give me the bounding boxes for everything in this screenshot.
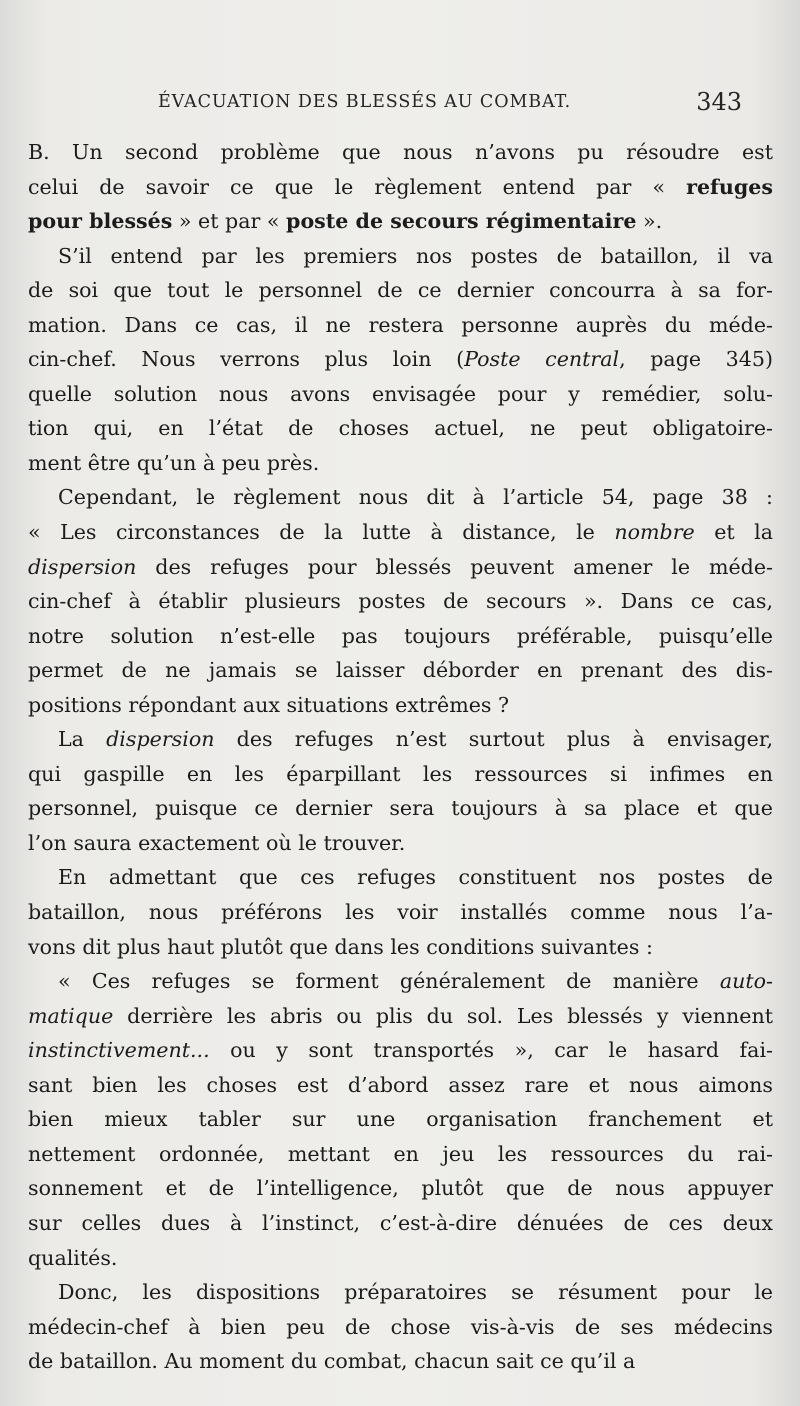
text-line (28, 1171, 773, 1206)
text-segment: médecin-chef à bien peu de chose vis-à-vis de ses médecins (28, 1314, 773, 1339)
text-line (28, 1344, 773, 1379)
text-segment: Donc, les dispositions préparatoires se résument pour le (58, 1280, 773, 1305)
text-line (28, 895, 773, 930)
text-segment: bien mieux tabler sur une organisation franchement et (28, 1107, 773, 1132)
text-line (28, 653, 773, 688)
text-line (28, 446, 773, 481)
text-line (28, 480, 773, 515)
text-segment: permet de ne jamais se laisser déborder en prenant des dis- (28, 658, 773, 683)
text-line (28, 999, 773, 1034)
text-line (28, 308, 773, 343)
italic-text: instinctivement... (28, 1038, 210, 1063)
text-segment: » et par « (172, 209, 287, 234)
text-segment: En admettant que ces refuges constituent nos postes de (58, 865, 773, 890)
text-segment: La (58, 727, 107, 752)
text-line (28, 584, 773, 619)
text-segment: qui gaspille en les éparpillant les ressources si infimes en (28, 761, 773, 786)
text-line (28, 273, 773, 308)
text-line (28, 515, 773, 550)
bold-text: pour blessés (28, 209, 173, 234)
page-number: 343 (696, 88, 742, 116)
text-line (28, 550, 773, 585)
text-segment: S’il entend par les premiers nos postes de bataillon, il va (58, 243, 773, 268)
text-segment: celui de savoir ce que le règlement entend par « (28, 174, 687, 199)
text-segment: personnel, puisque ce dernier sera toujours à sa place et que (28, 796, 773, 821)
text-segment: notre solution n’est-elle pas toujours préférable, puisqu’elle (28, 623, 773, 648)
text-segment: des refuges pour blessés peuvent amener le méde- (136, 554, 773, 579)
text-line (28, 688, 773, 723)
text-segment: vons dit plus haut plutôt que dans les conditions suivantes : (28, 934, 653, 959)
text-line (28, 1275, 773, 1310)
italic-text: dispersion (106, 727, 215, 752)
text-line (28, 1241, 773, 1276)
text-segment: positions répondant aux situations extrêmes ? (28, 692, 510, 717)
text-segment: ou y sont transportés », car le hasard fai- (209, 1038, 773, 1063)
page-header (158, 88, 752, 122)
text-segment: « Les circonstances de la lutte à distance, le (28, 520, 615, 545)
text-segment: B. Un second problème que nous n’avons pu résoudre est (28, 140, 773, 164)
text-segment: de bataillon. Au moment du combat, chacun sait ce qu’il a (28, 1349, 636, 1374)
body-text (28, 135, 773, 1379)
text-line (28, 930, 773, 965)
italic-text: dispersion (28, 554, 137, 579)
italic-text: nombre (614, 520, 695, 545)
text-line (28, 170, 773, 205)
text-line (28, 1137, 773, 1172)
text-line (28, 204, 773, 239)
running-title: ÉVACUATION DES BLESSÉS AU COMBAT. (158, 92, 572, 112)
text-segment: bataillon, nous préférons les voir installés comme nous l’a- (28, 900, 773, 925)
text-segment: l’on saura exactement où le trouver. (28, 830, 406, 855)
text-line (28, 964, 773, 999)
text-line (28, 1033, 773, 1068)
text-line (28, 791, 773, 826)
text-segment: et la (694, 520, 774, 545)
text-segment: sonnement et de l’intelligence, plutôt que de nous appuyer (28, 1176, 773, 1201)
text-line (28, 1102, 773, 1137)
text-segment: mation. Dans ce cas, il ne restera personne auprès du méde- (28, 312, 773, 337)
text-segment: sur celles dues à l’instinct, c’est-à-dire dénuées de ces deux (28, 1210, 773, 1235)
text-segment: ». (636, 209, 663, 234)
text-line (28, 1068, 773, 1103)
text-segment: « Ces refuges se forment généralement de manière (58, 969, 720, 994)
text-line (28, 860, 773, 895)
text-line (28, 342, 773, 377)
text-segment: sant bien les choses est d’abord assez rare et nous aimons (28, 1072, 773, 1097)
text-segment: quelle solution nous avons envisagée pour y remédier, solu- (28, 381, 773, 406)
text-segment: , page 345) (619, 347, 774, 372)
italic-text: matique (28, 1003, 114, 1028)
text-line (28, 411, 773, 446)
text-segment: de soi que tout le personnel de ce dernier concourra à sa for- (28, 278, 773, 303)
text-line (28, 135, 773, 170)
italic-text: Poste central (464, 347, 620, 372)
italic-text: auto- (719, 969, 773, 994)
text-segment: Cependant, le règlement nous dit à l’article 54, page 38 : (58, 485, 773, 510)
text-line (28, 722, 773, 757)
text-line (28, 826, 773, 861)
text-segment: ment être qu’un à peu près. (28, 450, 320, 475)
text-line (28, 239, 773, 274)
bold-text: refuges (686, 174, 773, 199)
text-line (28, 377, 773, 412)
text-segment: cin-chef. Nous verrons plus loin ( (28, 347, 465, 372)
text-segment: des refuges n’est surtout plus à envisager, (214, 727, 773, 752)
text-segment: cin-chef à établir plusieurs postes de secours ». Dans ce cas, (28, 589, 773, 614)
text-segment: derrière les abris ou plis du sol. Les blessés y viennent (113, 1003, 773, 1028)
text-line (28, 619, 773, 654)
text-line (28, 1310, 773, 1345)
text-segment: qualités. (28, 1245, 118, 1270)
bold-text: poste de secours régimentaire (286, 209, 637, 234)
text-line (28, 757, 773, 792)
text-segment: nettement ordonnée, mettant en jeu les ressources du rai- (28, 1141, 773, 1166)
text-line (28, 1206, 773, 1241)
text-segment: tion qui, en l’état de choses actuel, ne peut obligatoire- (28, 416, 773, 441)
